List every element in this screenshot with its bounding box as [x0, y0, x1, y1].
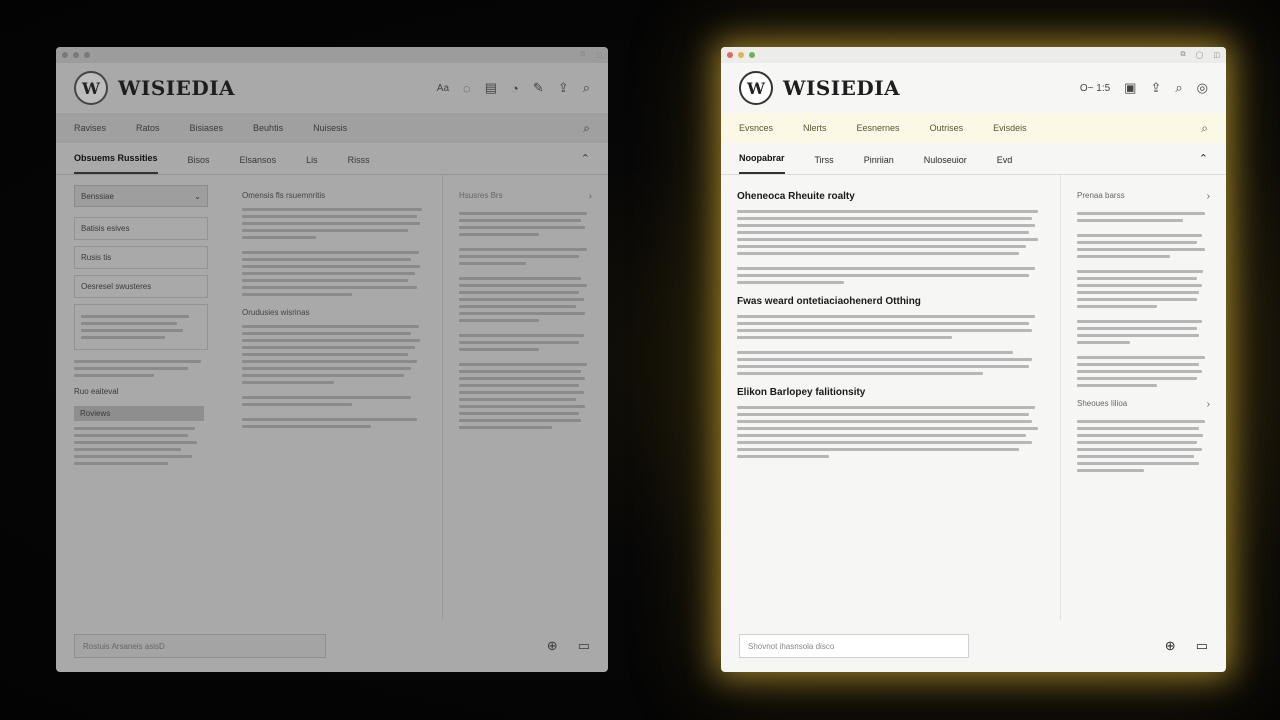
minimize-dot[interactable] — [73, 52, 79, 58]
aside-title: Hsusres Brs — [459, 191, 503, 200]
tab[interactable]: Risss — [347, 155, 370, 165]
chevron-right-icon[interactable]: › — [1206, 191, 1210, 202]
paragraph — [1077, 212, 1210, 222]
paragraph — [737, 406, 1044, 458]
sidebar-section-label: Roviews — [74, 406, 204, 421]
paragraph — [242, 396, 426, 406]
aside-title: Prenaa barss — [1077, 191, 1125, 200]
nav-item[interactable]: Bisiases — [189, 123, 224, 133]
paragraph — [242, 418, 426, 428]
right-header — [721, 63, 1226, 113]
left-body — [56, 175, 608, 620]
logo-glyph: W — [82, 78, 100, 98]
footer-input[interactable]: Shovnot ihasnsola disco — [739, 634, 969, 658]
logo[interactable] — [739, 71, 773, 105]
paragraph — [737, 210, 1044, 255]
header-actions — [437, 80, 590, 96]
article-title: Omensis fls rsuemnritis — [242, 191, 326, 200]
paragraph — [459, 334, 592, 351]
nav-search-icon[interactable]: ⌕ — [1201, 120, 1208, 135]
nav-item[interactable]: Ravises — [74, 123, 107, 133]
share-icon[interactable]: ⇪ — [1150, 80, 1162, 95]
paragraph — [737, 351, 1044, 375]
left-sidebar — [56, 175, 226, 620]
sidebar-box[interactable]: Rusis tis — [74, 246, 208, 269]
paragraph — [459, 212, 592, 236]
right-aside — [1061, 175, 1226, 620]
paragraph — [242, 251, 426, 296]
titlebar-controls — [1181, 51, 1220, 59]
nav-search-icon[interactable]: ⌕ — [583, 120, 590, 135]
left-footer — [56, 620, 608, 672]
logo[interactable] — [74, 71, 108, 105]
paragraph — [1077, 234, 1210, 258]
sidebar-box[interactable]: Batisis esives — [74, 217, 208, 240]
brand-name[interactable]: WISIEDIA — [118, 76, 236, 100]
right-nav — [721, 113, 1226, 143]
nav-item[interactable]: Ratos — [136, 123, 160, 133]
footer-icons — [1165, 638, 1208, 654]
right-tabs — [721, 143, 1226, 175]
tab[interactable]: Pinriian — [863, 155, 894, 165]
paragraph — [1077, 270, 1210, 308]
window-icon[interactable]: ⧉ — [580, 51, 586, 58]
right-footer — [721, 620, 1226, 672]
aside-header — [459, 191, 592, 202]
sidebar-item[interactable]: Ruo eaiteval — [74, 387, 119, 396]
sidebar-box[interactable]: Oesresel swusteres — [74, 275, 208, 298]
sidebar-text-block — [74, 304, 208, 350]
left-titlebar — [56, 47, 608, 63]
logo-glyph: W — [747, 78, 765, 98]
aside-header — [1077, 399, 1210, 410]
user-icon[interactable]: ◎ — [1196, 80, 1208, 95]
image-icon[interactable]: ▣ — [1124, 80, 1137, 95]
left-window — [56, 47, 608, 672]
paragraph — [1077, 356, 1210, 387]
tab[interactable]: Lis — [306, 155, 318, 165]
titlebar-controls — [580, 51, 602, 59]
edit-icon[interactable]: ✎ — [532, 80, 544, 95]
paragraph — [737, 267, 1044, 284]
sidebar-list — [74, 427, 208, 465]
right-titlebar — [721, 47, 1226, 63]
left-main — [226, 175, 443, 620]
sidebar-select[interactable] — [74, 185, 208, 207]
aside-header — [1077, 191, 1210, 202]
search-icon[interactable]: ⌕ — [582, 80, 590, 95]
paragraph — [459, 363, 592, 429]
tab-active[interactable]: Obsuems Russities — [74, 153, 158, 174]
right-window — [721, 47, 1226, 672]
nav-item[interactable]: Nuisesis — [313, 123, 348, 133]
chevron-right-icon[interactable]: › — [588, 191, 592, 202]
nav-item[interactable]: Nlerts — [803, 123, 827, 133]
tab-active[interactable]: Noopabrar — [739, 153, 785, 174]
nav-item[interactable]: Evisdeis — [993, 123, 1027, 133]
section-title: Fwas weard ontetiaciaohenerd Otthing — [737, 296, 921, 307]
maximize-dot[interactable] — [749, 52, 755, 58]
right-body — [721, 175, 1226, 620]
left-nav — [56, 113, 608, 143]
text-size-button[interactable]: Aa — [436, 82, 450, 94]
nav-item[interactable]: Evsnces — [739, 123, 774, 133]
chat-icon[interactable]: ▭ — [1195, 638, 1208, 653]
nav-item[interactable]: Outrises — [929, 123, 964, 133]
close-dot[interactable] — [62, 52, 68, 58]
nav-item[interactable]: Beuhtis — [253, 123, 284, 133]
paragraph — [242, 208, 426, 239]
paragraph — [737, 315, 1044, 339]
tab[interactable]: Nuloseuior — [923, 155, 967, 165]
close-dot[interactable] — [727, 52, 733, 58]
left-aside — [443, 175, 608, 620]
chat-icon[interactable]: ▭ — [577, 638, 590, 653]
section-title: Orudusies wisrinas — [242, 308, 310, 317]
paragraph — [242, 325, 426, 384]
expand-icon[interactable]: ◫ — [1213, 52, 1220, 59]
section-title: Elikon Barlopey falitionsity — [737, 387, 866, 398]
help-icon[interactable]: ⊕ — [546, 638, 558, 653]
help-icon[interactable]: ⊕ — [1164, 638, 1176, 653]
right-main — [721, 175, 1061, 620]
left-tabs — [56, 143, 608, 175]
maximize-dot[interactable] — [84, 52, 90, 58]
paragraph — [459, 277, 592, 322]
collapse-icon[interactable]: ⌃ — [1198, 153, 1208, 165]
footer-icons — [547, 638, 590, 654]
history-icon[interactable]: ◔ — [511, 80, 519, 96]
nav-item[interactable]: Eesnernes — [856, 123, 900, 133]
paragraph — [1077, 420, 1210, 472]
share-icon[interactable]: ⇪ — [557, 80, 569, 95]
brand-name[interactable]: WISIEDIA — [783, 76, 901, 100]
section-title: Oheneoca Rheuite roalty — [737, 191, 855, 202]
header-actions — [1080, 80, 1208, 96]
chat-bubble-icon[interactable]: ◯ — [1195, 52, 1204, 59]
tab[interactable]: Evd — [996, 155, 1013, 165]
expand-icon[interactable]: ◫ — [595, 52, 602, 59]
left-header — [56, 63, 608, 113]
minimize-dot[interactable] — [738, 52, 744, 58]
tab[interactable]: Tirss — [814, 155, 834, 165]
paragraph — [1077, 320, 1210, 344]
paragraph — [459, 248, 592, 265]
translate-button[interactable]: O~ 1:5 — [1079, 82, 1111, 94]
window-icon[interactable]: ⧉ — [1180, 51, 1186, 58]
chevron-right-icon[interactable]: › — [1206, 399, 1210, 410]
sidebar-bullets — [74, 360, 208, 377]
tab[interactable]: Elsansos — [239, 155, 277, 165]
sidebar-select-value: Benssiae — [81, 191, 114, 201]
tab[interactable]: Bisos — [187, 155, 210, 165]
chevron-down-icon: ⌄ — [194, 191, 201, 201]
aside-title: Sheoues Iilioa — [1077, 399, 1128, 408]
search-icon[interactable]: ⌕ — [1175, 80, 1183, 95]
translate-icon[interactable]: ◌ — [463, 80, 471, 96]
bookmark-icon[interactable]: ▤ — [484, 80, 498, 95]
footer-input[interactable]: Rostuis Arsaneis asisD — [74, 634, 326, 658]
collapse-icon[interactable]: ⌃ — [580, 153, 590, 165]
